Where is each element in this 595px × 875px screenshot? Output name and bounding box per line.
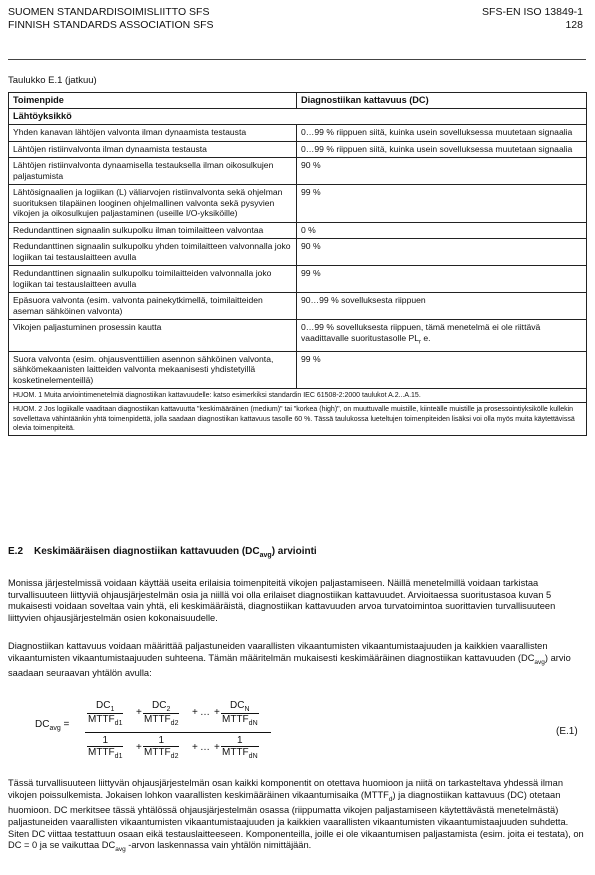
table-note-row bbox=[9, 389, 587, 403]
paragraph-2-subscript: avg bbox=[534, 658, 545, 666]
header-org-english: FINNISH STANDARDS ASSOCIATION SFS bbox=[8, 18, 214, 31]
lhs-subscript: avg bbox=[49, 725, 61, 732]
section-heading bbox=[8, 546, 317, 559]
table-section-row bbox=[9, 108, 587, 125]
header-organization bbox=[8, 6, 214, 31]
numerator-term-n: $DC_N$ $MTTF_{dN}$ bbox=[222, 700, 258, 727]
numerator-term-2: $DC_2$ $MTTF_{d2}$ bbox=[144, 700, 179, 727]
dc-cell: 99 % bbox=[297, 351, 587, 389]
table-row bbox=[9, 351, 587, 389]
plus-sign: + bbox=[136, 707, 142, 718]
measure-cell: Redundanttinen signaalin sulkupolku ilman toimilaitteen valvontaa bbox=[9, 222, 297, 239]
dc-text: 0…99 % sovelluksesta riippuen, tämä menetelmä ei ole riittävä vaadittavalle suoritustasolle PL bbox=[301, 322, 541, 343]
equation-number: (E.1) bbox=[556, 726, 578, 737]
main-fraction-bar bbox=[85, 732, 271, 733]
paragraph-2-text-end: ) arvio saadaan seuraavan yhtälön avulla: bbox=[8, 652, 571, 679]
paragraph-3-text-end: -arvon laskennassa vain yhtälön nimittäjään. bbox=[125, 840, 312, 851]
equation-lhs bbox=[35, 719, 69, 732]
dc-subscript: r bbox=[419, 339, 422, 346]
diagnostic-coverage-table bbox=[8, 92, 587, 436]
denominator-term-2: 1 $MTTF_{d2}$ bbox=[144, 735, 179, 760]
plus-sign: + bbox=[214, 707, 220, 718]
table-row bbox=[9, 125, 587, 142]
denominator-term-n: 1 $MTTF_{dN}$ bbox=[222, 735, 258, 760]
section-title: Keskimääräisen diagnostiikan kattavuuden (DC bbox=[34, 546, 260, 557]
table-header-row bbox=[9, 93, 587, 109]
measure-cell: Lähtösignaalien ja logiikan (L) väliarvojen ristiinvalvonta sekä ohjelman suorituksen tilapäinen looginen ohjelmallinen valvonta sekä pysyvien vikojen ja oikosulkujen paljastaminen (useille I/O-yksiköille) bbox=[9, 185, 297, 223]
table-caption: Taulukko E.1 (jatkuu) bbox=[8, 75, 97, 86]
measure-cell: Yhden kanavan lähtöjen valvonta ilman dynaamista testausta bbox=[9, 125, 297, 142]
dc-text-end: e. bbox=[421, 332, 431, 343]
paragraph-3-subscript: d bbox=[388, 795, 393, 803]
header-page-number: 128 bbox=[565, 18, 583, 31]
equals-sign: = bbox=[63, 719, 70, 730]
dc-cell: 0 % bbox=[297, 222, 587, 239]
dc-cell: 0…99 % riippuen siitä, kuinka usein sovelluksessa muutetaan signaalia bbox=[297, 125, 587, 142]
measure-cell: Suora valvonta (esim. ohjausventtiilien asennon sähköinen valvonta, sähkömekaanisten laitteiden valvonta mekaanisesti yhdistetyillä kosketinelementeillä) bbox=[9, 351, 297, 389]
denominator-term-1: 1 $MTTF_{d1}$ bbox=[88, 735, 123, 760]
measure-cell: Redundanttinen signaalin sulkupolku yhden toimilaitteen valvonnalla joko logiikan tai testauslaitteen avulla bbox=[9, 239, 297, 266]
column-header-dc: Diagnostiikan kattavuus (DC) bbox=[297, 93, 587, 109]
paragraph-3 bbox=[8, 778, 586, 856]
header-standard-code: SFS-EN ISO 13849-1 bbox=[482, 6, 583, 18]
equation-e1 bbox=[35, 700, 595, 764]
header-divider bbox=[8, 59, 586, 60]
table-row bbox=[9, 293, 587, 320]
table-row bbox=[9, 158, 587, 185]
section-number: E.2 bbox=[8, 546, 24, 557]
measure-cell: Lähtöjen ristiinvalvonta ilman dynaamista testausta bbox=[9, 141, 297, 158]
dc-cell bbox=[297, 320, 587, 352]
plus-sign: + bbox=[214, 742, 220, 753]
section-label: Lähtöyksikkö bbox=[9, 108, 587, 125]
dc-cell: 99 % bbox=[297, 185, 587, 223]
header-standard-info bbox=[482, 6, 583, 31]
measure-cell: Redundanttinen signaalin sulkupolku toimilaitteiden valvonnalla joko logiikan tai testauslaitteen avulla bbox=[9, 266, 297, 293]
table-row bbox=[9, 222, 587, 239]
table-note-2: HUOM. 2 Jos logiikalle vaaditaan diagnostiikan kattavuutta "keskimääräinen (medium)" tai "korkea (high)", on muuttuvalle muistille, kiinteälle muistille ja prosessointiyksikölle kullekin sovellettava vähintäänkin yhtä toimenpidettä, jolla saadaan diagnostiikan kattavuus tasolle 60 %. Tässä taulukossa lueteltujen toimenpiteiden lisäksi voi olla myös muita käytettävissä olevia toimenpiteitä. bbox=[9, 403, 587, 436]
ellipsis: … bbox=[200, 742, 210, 753]
measure-cell: Epäsuora valvonta (esim. valvonta painekytkimellä, toimilaitteiden aseman sähköinen valvonta) bbox=[9, 293, 297, 320]
table-row bbox=[9, 185, 587, 223]
lhs-symbol: DC bbox=[35, 719, 50, 730]
dc-cell: 0…99 % riippuen siitä, kuinka usein sovelluksessa muutetaan signaalia bbox=[297, 141, 587, 158]
section-title-end: ) arviointi bbox=[271, 546, 317, 557]
dc-cell: 90 % bbox=[297, 158, 587, 185]
dc-cell: 99 % bbox=[297, 266, 587, 293]
table-note-1: HUOM. 1 Muita arviointimenetelmiä diagnostiikan kattavuudelle: katso esimerkiksi standardin IEC 61508-2:2000 taulukot A.2...A.15. bbox=[9, 389, 587, 403]
paragraph-1: Monissa järjestelmissä voidaan käyttää useita erilaisia toimenpiteitä vikojen paljastamiseen. Näillä menetelmillä voidaan tarkistaa turvallisuuteen liittyviä ohjausjärjestelmän osia ja niillä voi olla erilaiset diagnostiikan kattavuudet. Arvioitaessa suoritustasoa kuvan 5 mukaisesti voidaan soveltaa vain yhtä, eli keskimääräistä, diagnostiikan kattavuuden arvoa turvatoimintoa suorittavien turvallisuuteen liittyvien ohjausjärjestelmän osien kokonaisuudelle. bbox=[8, 578, 556, 624]
paragraph-3-text: Tässä turvallisuuteen liittyvän ohjausjärjestelmän osan kaikki komponentit on otettava huomioon ja niitä on tarkasteltava yhdessä ilman vikojen poissulkemista. Jokaisen lohkon vaarallisten keskimääräinen vikaantumisaika (MTTF bbox=[8, 778, 564, 800]
section-title-subscript: avg bbox=[259, 552, 272, 559]
table-row bbox=[9, 239, 587, 266]
dc-cell: 90…99 % sovelluksesta riippuen bbox=[297, 293, 587, 320]
plus-sign: + bbox=[192, 742, 198, 753]
dc-cell: 90 % bbox=[297, 239, 587, 266]
header-org-finnish: SUOMEN STANDARDISOIMISLIITTO SFS bbox=[8, 6, 210, 18]
column-header-measure: Toimenpide bbox=[9, 93, 297, 109]
table-row bbox=[9, 266, 587, 293]
numerator-term-1: $DC_1$ $MTTF_{d1}$ bbox=[88, 700, 123, 727]
table-row bbox=[9, 141, 587, 158]
table-row bbox=[9, 320, 587, 352]
measure-cell: Vikojen paljastuminen prosessin kautta bbox=[9, 320, 297, 352]
ellipsis: … bbox=[200, 707, 210, 718]
paragraph-2-text: Diagnostiikan kattavuus voidaan määrittää paljastuneiden vaarallisten vikaantumisten vikaantumistaajuuden ja kaikkien vaarallisten vikaantumisten vikaantumistaajuuden suhteena. Tämän määritelmän mukaisesti keskimääräinen diagnostiikan kattavuuden (DC bbox=[8, 641, 548, 663]
plus-sign: + bbox=[192, 707, 198, 718]
table-note-row bbox=[9, 403, 587, 436]
measure-cell: Lähtöjen ristiinvalvonta dynaamisella testauksella ilman oikosulkujen paljastumista bbox=[9, 158, 297, 185]
plus-sign: + bbox=[136, 742, 142, 753]
paragraph-2 bbox=[8, 641, 586, 680]
paragraph-3-subscript-2: avg bbox=[115, 846, 126, 854]
paragraph-3-text-mid: ) ja diagnostiikan kattavuus (DC) otetaan huomioon. DC merkitsee tässä yhtälössä ohjausjärjestelmän osassa (riippumatta vikojen paljastamiseen käytettävästä menetelmästä) paljastuneiden vaarallisten vikaantumisten vikaantumistaajuuden ja kaikkien vaarallisten vikaantumisten vikaantumistaajuuden suhdetta. Siten DC viittaa testattuun osaan eikä testauslaitteeseen. Komponenteilla, joille ei ole vikaantumisen paljastamista (esim. joita ei testata), on DC = 0 ja se vaikuttaa DC bbox=[8, 789, 584, 851]
